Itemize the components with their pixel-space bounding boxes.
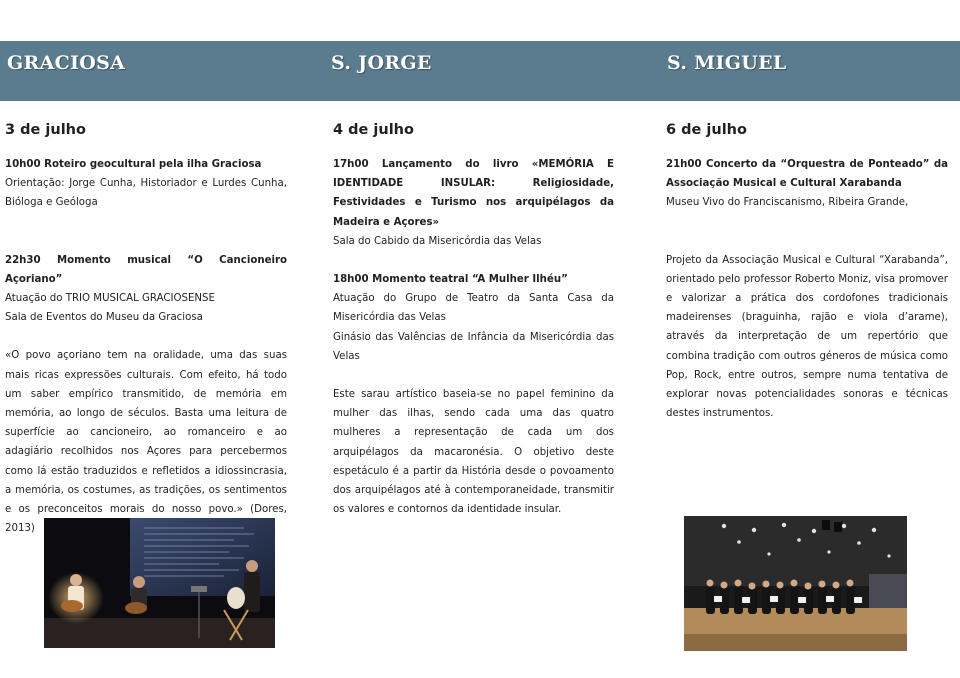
date-label: 4 de julho: [333, 122, 414, 138]
body-text: Projeto da Associação Musical e Cultural “Xarabanda”, orientado pelo professor Roberto Moniz, visa promover e valorizar a prática dos cordofones tradicionais madeirenses (braguinha, rajão e viola d’arame), através da interpretação de um repertório que combina tradição com outros géneros de música como Pop, Rock, entre outros, sempre numa tentativa de explorar novas potencialidades sonoras e técnicas destes instrumentos.: [666, 254, 948, 420]
event-title: 22h30 Momento musical “O Cancioneiro Açoriano”: [5, 254, 287, 285]
event-block: [333, 155, 614, 251]
event-detail: Sala do Cabido da Misericórdia das Velas: [333, 235, 542, 247]
column-graciosa: [5, 121, 287, 538]
photo-trio-image: [44, 518, 275, 648]
island-title-smiguel: S. MIGUEL: [667, 52, 787, 74]
event-block: [5, 251, 287, 328]
body-text: Este sarau artístico baseia-se no papel feminino da mulher das ilhas, sendo cada uma das quatro mulheres a representação de cada um dos arquipélagos da macaronésia. O objetivo deste espetáculo é a partir da História desde o povoamento dos arquipélagos até à contemporaneidade, transmitir os valores e contornos da identidade insular.: [333, 389, 614, 516]
event-title: 10h00 Roteiro geocultural pela ilha Graciosa: [5, 159, 262, 170]
event-detail: Atuação do TRIO MUSICAL GRACIOSENSE: [5, 293, 215, 305]
event-title: 17h00 Lançamento do livro «MEMÓRIA E IDENTIDADE INSULAR: Religiosidade, Festividades e Turismo nos arquipélagos da Madeira e Açores»: [333, 159, 614, 228]
event-detail: Ginásio das Valências de Infância da Misericórdia das Velas: [333, 331, 614, 362]
photo-trio-musical: [44, 518, 275, 648]
event-detail: Museu Vivo do Franciscanismo, Ribeira Grande,: [666, 197, 909, 209]
event-block: [5, 155, 287, 213]
event-title: 18h00 Momento teatral “A Mulher Ilhéu”: [333, 274, 568, 286]
event-block: [333, 270, 614, 366]
column-smiguel: [666, 121, 948, 423]
header-band: [0, 41, 960, 101]
date-label: 3 de julho: [5, 122, 86, 138]
event-block: [666, 155, 948, 213]
event-detail: Sala de Eventos do Museu da Graciosa: [5, 312, 203, 324]
event-detail: Atuação do Grupo de Teatro da Santa Casa da Misericórdia das Velas: [333, 293, 614, 324]
event-title: 21h00 Concerto da “Orquestra de Ponteado” da Associação Musical e Cultural Xarabanda: [666, 159, 948, 190]
column-sjorge: [333, 121, 614, 519]
body-text: «O povo açoriano tem na oralidade, uma das suas mais ricas expressões culturais. Com efeito, há todo um saber empírico transmitido, de memória em memória, ao longo de séculos. Basta uma leitura de superfície ao cancioneiro, ao romanceiro e ao adagiário recolhidos nos Açores para percebermos como lá estão traduzidos e refletidos a idiossincrasia, a memória, os costumes, as tradições, os sentimentos e os preconceitos morais do nosso povo.» (Dores, 2013): [5, 350, 287, 535]
island-title-sjorge: S. JORGE: [331, 52, 432, 74]
photo-orquestra-image: [684, 516, 907, 651]
date-label: 6 de julho: [666, 122, 747, 138]
event-detail: Orientação: Jorge Cunha, Historiador e Lurdes Cunha, Bióloga e Geóloga: [5, 178, 287, 209]
photo-orquestra: [684, 516, 907, 651]
island-title-graciosa: GRACIOSA: [7, 52, 126, 74]
